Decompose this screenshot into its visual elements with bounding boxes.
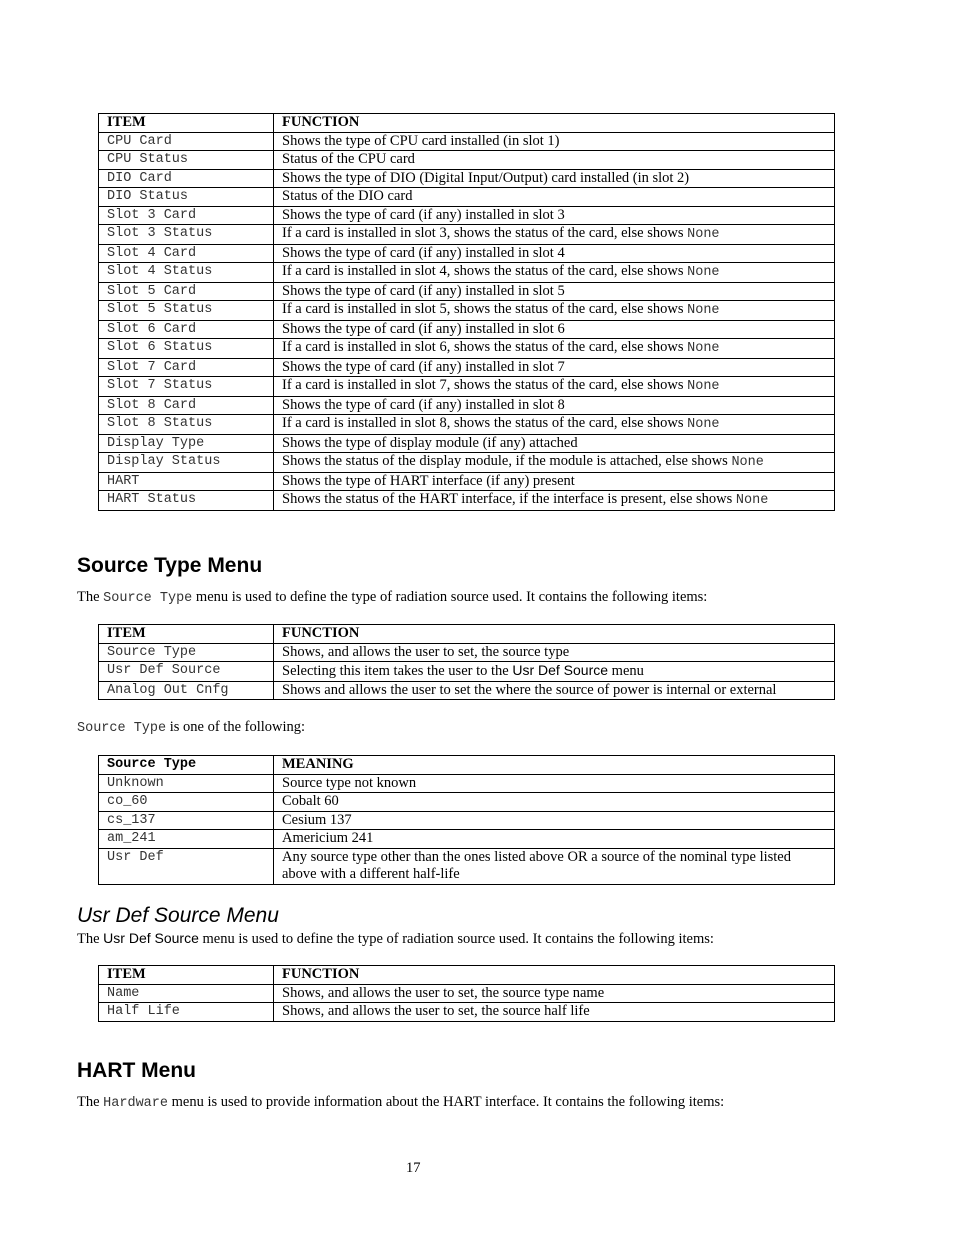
item-cell: Slot 7 Status <box>99 377 274 397</box>
intro-text: The <box>77 1094 104 1110</box>
function-text: Status of the DIO card <box>282 188 413 204</box>
table-row <box>99 301 835 321</box>
table-header-row <box>99 625 835 644</box>
function-text: If a card is installed in slot 8, shows the status of the card, else shows <box>282 415 688 431</box>
item-cell: HART <box>99 472 274 491</box>
function-cell <box>274 377 835 397</box>
item-cell: Slot 5 Card <box>99 282 274 301</box>
intro-text: The <box>77 589 104 605</box>
intro-code: Source Type <box>77 721 167 736</box>
source-type-cell: am_241 <box>99 830 274 849</box>
table-row <box>99 848 835 884</box>
none-code: None <box>687 303 720 318</box>
intro-text: menu is used to provide information about the HART interface. It contains the following items: <box>167 1094 725 1110</box>
table-row <box>99 358 835 377</box>
table-row <box>99 434 835 453</box>
menu-reference: Usr Def Source <box>103 930 199 946</box>
item-cell: DIO Card <box>99 169 274 188</box>
table-row <box>99 1003 835 1022</box>
hart-menu-intro <box>77 1094 724 1111</box>
function-cell <box>274 434 835 453</box>
meaning-cell: Source type not known <box>274 774 835 793</box>
item-cell: Analog Out Cnfg <box>99 681 274 700</box>
usr-def-source-menu-heading: Usr Def Source Menu <box>77 904 279 927</box>
intro-text: menu is used to define the type of radiation source used. It contains the following items: <box>198 931 714 947</box>
function-cell <box>274 263 835 283</box>
table-row <box>99 320 835 339</box>
function-text: Shows the status of the display module, if the module is attached, else shows <box>282 453 732 469</box>
source-type-meaning-table <box>98 755 835 885</box>
usr-def-source-table <box>98 965 835 1022</box>
function-text: Status of the CPU card <box>282 151 415 167</box>
function-text: Shows the type of CPU card installed (in slot 1) <box>282 132 560 149</box>
none-code: None <box>687 341 720 356</box>
source-type-menu-table <box>98 624 835 700</box>
table-row <box>99 415 835 435</box>
function-cell <box>274 453 835 473</box>
item-column-header: ITEM <box>99 966 274 985</box>
table-row <box>99 377 835 397</box>
table-row <box>99 188 835 207</box>
function-text: If a card is installed in slot 7, shows the status of the card, else shows <box>282 377 688 393</box>
item-cell: Slot 3 Status <box>99 225 274 245</box>
usr-def-source-intro <box>77 930 714 948</box>
item-cell: Display Status <box>99 453 274 473</box>
hart-menu-heading: HART Menu <box>77 1059 196 1082</box>
item-cell: HART Status <box>99 491 274 511</box>
table-row <box>99 244 835 263</box>
none-code: None <box>687 227 720 242</box>
item-cell: Slot 6 Card <box>99 320 274 339</box>
table-header-row <box>99 966 835 985</box>
table-header-row <box>99 114 835 133</box>
item-cell: Display Type <box>99 434 274 453</box>
menu-reference: Usr Def Source <box>512 662 609 678</box>
none-code: None <box>735 493 769 508</box>
intro-code: Source Type <box>103 591 193 606</box>
function-cell <box>274 339 835 359</box>
function-cell: Shows and allows the user to set the where the source of power is internal or external <box>274 681 835 700</box>
function-text: Shows the type of HART interface (if any) present <box>282 472 575 489</box>
item-cell: Slot 7 Card <box>99 358 274 377</box>
table-row <box>99 984 835 1003</box>
function-cell: Shows, and allows the user to set, the source type name <box>274 984 835 1003</box>
item-column-header: ITEM <box>99 625 274 644</box>
item-cell: Slot 4 Card <box>99 244 274 263</box>
meaning-cell: Any source type other than the ones listed above OR a source of the nominal type listed above with a different half-life <box>274 848 835 884</box>
source-type-menu-heading: Source Type Menu <box>77 554 263 577</box>
function-column-header: FUNCTION <box>274 966 835 985</box>
function-cell <box>274 491 835 511</box>
page-number: 17 <box>406 1160 421 1176</box>
function-text: If a card is installed in slot 4, shows the status of the card, else shows <box>282 263 688 279</box>
function-text: If a card is installed in slot 3, shows the status of the card, else shows <box>282 225 688 241</box>
table-row <box>99 811 835 830</box>
intro-text: The <box>77 931 104 947</box>
table-row <box>99 263 835 283</box>
table-row <box>99 472 835 491</box>
table-row <box>99 339 835 359</box>
table-row <box>99 793 835 812</box>
table-row <box>99 151 835 170</box>
item-cell: Slot 8 Card <box>99 396 274 415</box>
item-cell: Slot 4 Status <box>99 263 274 283</box>
function-cell: Shows, and allows the user to set, the source half life <box>274 1003 835 1022</box>
item-cell: Source Type <box>99 643 274 662</box>
source-type-cell: co_60 <box>99 793 274 812</box>
meaning-cell: Cesium 137 <box>274 811 835 830</box>
table-row <box>99 453 835 473</box>
item-cell: CPU Status <box>99 151 274 170</box>
function-text: If a card is installed in slot 6, shows the status of the card, else shows <box>282 339 688 355</box>
function-cell <box>274 301 835 321</box>
function-text: Shows the status of the HART interface, if the interface is present, else shows <box>282 491 736 507</box>
table-row <box>99 643 835 662</box>
intro-text: is one of the following: <box>166 719 306 735</box>
function-cell: Shows, and allows the user to set, the source type <box>274 643 835 662</box>
function-cell <box>274 396 835 415</box>
function-text: Shows the type of display module (if any) attached <box>282 434 578 451</box>
function-cell <box>274 225 835 245</box>
function-cell <box>274 188 835 207</box>
source-type-list-intro <box>77 719 305 736</box>
table-row <box>99 225 835 245</box>
function-cell <box>274 415 835 435</box>
source-type-cell: cs_137 <box>99 811 274 830</box>
meaning-column-header: MEANING <box>274 756 835 775</box>
source-type-intro <box>77 589 707 606</box>
item-cell: Usr Def Source <box>99 662 274 682</box>
table-row <box>99 491 835 511</box>
source-type-cell: Usr Def <box>99 848 274 884</box>
function-text: Selecting this item takes the user to the <box>282 663 513 679</box>
card-status-table <box>98 113 835 511</box>
table-row <box>99 132 835 151</box>
meaning-cell: Cobalt 60 <box>274 793 835 812</box>
item-cell: Slot 5 Status <box>99 301 274 321</box>
meaning-cell: Americium 241 <box>274 830 835 849</box>
item-cell: Slot 8 Status <box>99 415 274 435</box>
function-text: Shows the type of card (if any) installed in slot 5 <box>282 282 565 299</box>
function-text: Shows the type of card (if any) installed in slot 4 <box>282 244 565 261</box>
function-column-header: FUNCTION <box>274 114 835 133</box>
function-cell <box>274 206 835 225</box>
function-text: menu <box>608 663 644 679</box>
none-code: None <box>731 455 764 470</box>
table-row <box>99 396 835 415</box>
item-cell: Slot 3 Card <box>99 206 274 225</box>
function-cell <box>274 244 835 263</box>
item-cell: Name <box>99 984 274 1003</box>
function-column-header: FUNCTION <box>274 625 835 644</box>
none-code: None <box>687 417 720 432</box>
table-row <box>99 206 835 225</box>
function-text: Shows the type of card (if any) installed in slot 3 <box>282 206 565 223</box>
function-text: Shows the type of card (if any) installed in slot 7 <box>282 358 565 375</box>
function-cell <box>274 169 835 188</box>
intro-code: Hardware <box>103 1096 168 1111</box>
function-cell <box>274 282 835 301</box>
source-type-column-header: Source Type <box>99 756 274 775</box>
function-cell <box>274 358 835 377</box>
item-cell: Slot 6 Status <box>99 339 274 359</box>
function-cell <box>274 662 835 682</box>
none-code: None <box>687 379 720 394</box>
table-row <box>99 681 835 700</box>
function-cell <box>274 320 835 339</box>
item-column-header: ITEM <box>99 114 274 133</box>
function-cell <box>274 472 835 491</box>
none-code: None <box>687 265 720 280</box>
function-text: Shows the type of card (if any) installed in slot 6 <box>282 320 565 337</box>
item-cell: CPU Card <box>99 132 274 151</box>
function-text: Shows the type of card (if any) installed in slot 8 <box>282 396 565 413</box>
table-row <box>99 662 835 682</box>
function-text: Shows the type of DIO (Digital Input/Output) card installed (in slot 2) <box>282 169 690 186</box>
function-cell <box>274 132 835 151</box>
item-cell: Half Life <box>99 1003 274 1022</box>
function-text: If a card is installed in slot 5, shows the status of the card, else shows <box>282 301 688 317</box>
table-row <box>99 169 835 188</box>
function-cell <box>274 151 835 170</box>
source-type-cell: Unknown <box>99 774 274 793</box>
table-row <box>99 830 835 849</box>
intro-text: menu is used to define the type of radiation source used. It contains the following items: <box>192 589 708 605</box>
table-row <box>99 282 835 301</box>
table-header-row <box>99 756 835 775</box>
table-row <box>99 774 835 793</box>
item-cell: DIO Status <box>99 188 274 207</box>
